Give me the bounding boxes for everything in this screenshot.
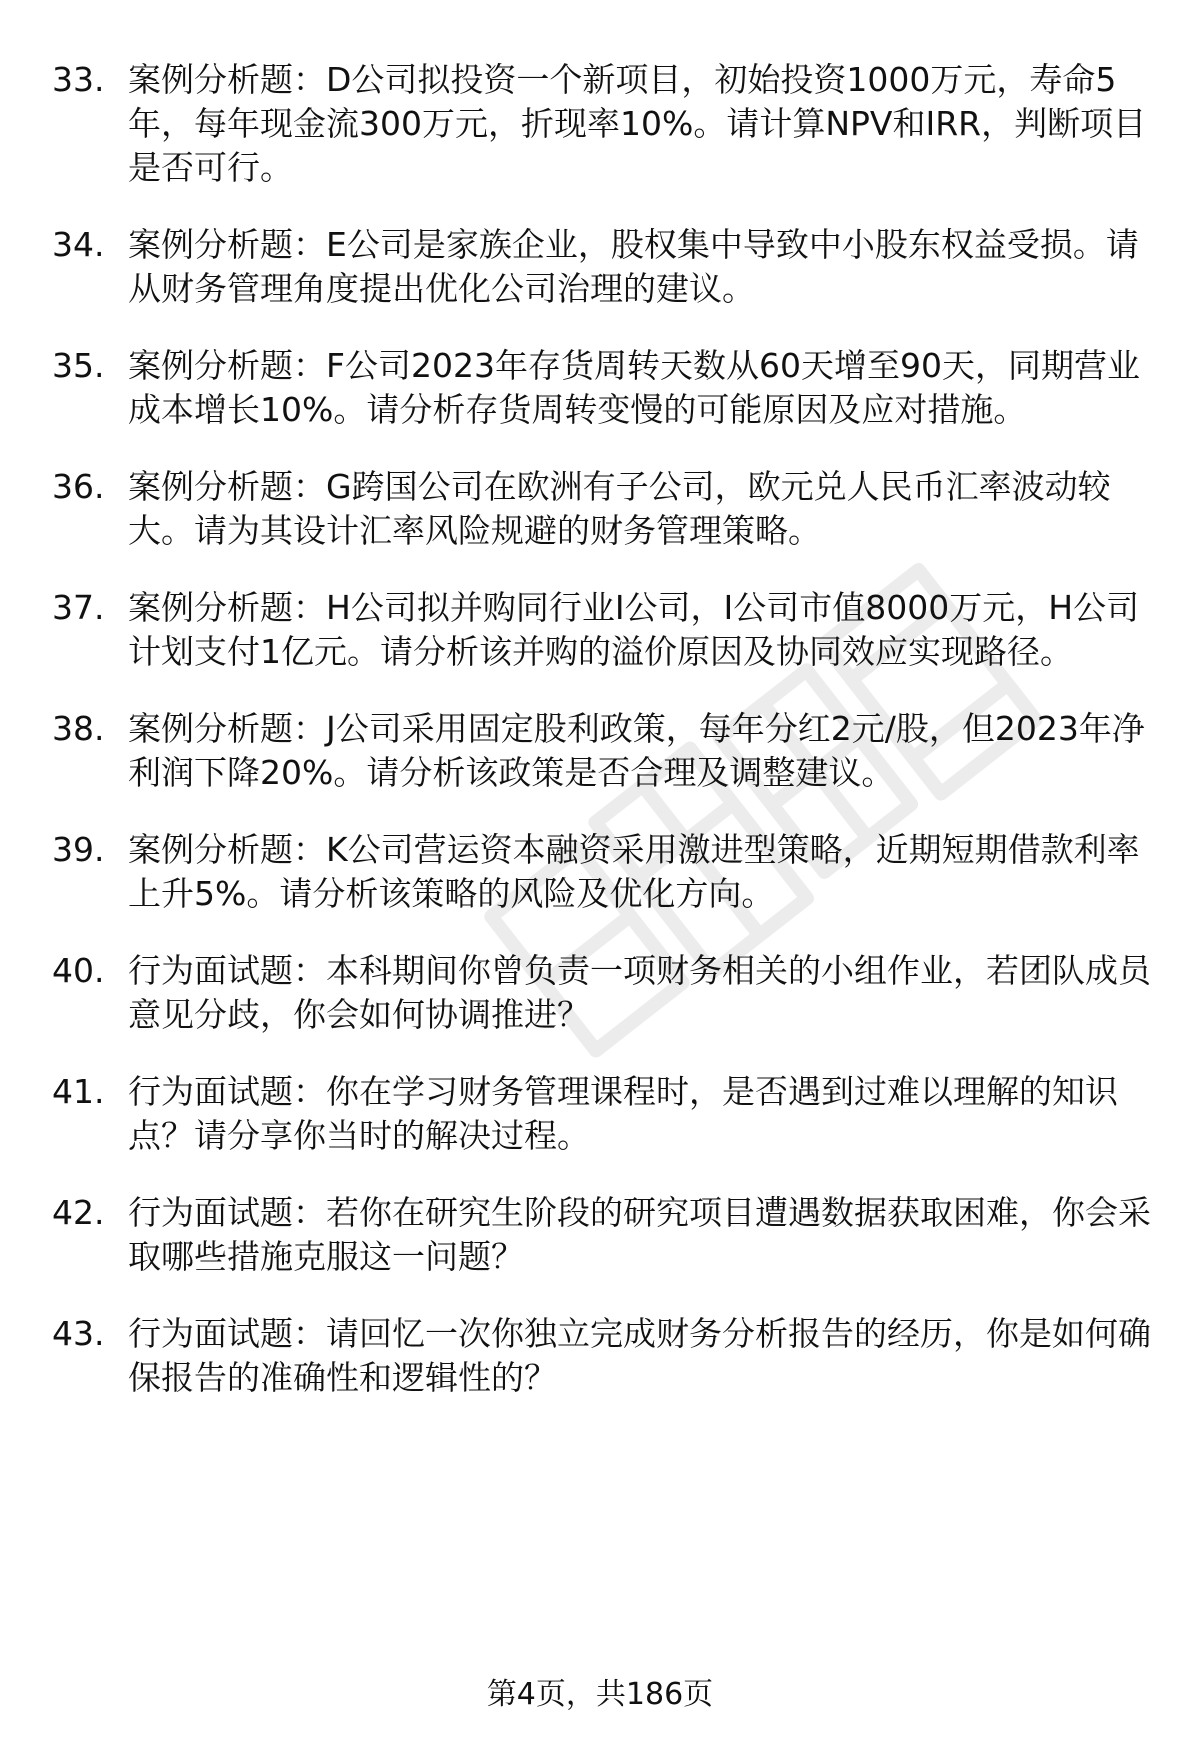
question-text: 行为面试题：你在学习财务管理课程时，是否遇到过难以理解的知识点？请分享你当时的解决过程。 — [128, 1072, 1118, 1155]
question-number: 40. — [52, 951, 105, 990]
list-item — [52, 223, 1162, 311]
list-item — [52, 1070, 1162, 1158]
question-number: 33. — [52, 60, 105, 99]
page-number: 第4页，共186页 — [486, 1677, 714, 1712]
list-item — [52, 707, 1162, 795]
question-text: 案例分析题：D公司拟投资一个新项目，初始投资1000万元，寿命5年，每年现金流300万元，折现率10%。请计算NPV和IRR，判断项目是否可行。 — [128, 60, 1147, 187]
list-item — [52, 586, 1162, 674]
list-item — [52, 58, 1162, 190]
question-number: 39. — [52, 830, 105, 869]
question-number: 37. — [52, 588, 105, 627]
question-text: 案例分析题：J公司采用固定股利政策，每年分红2元/股，但2023年净利润下降20%。请分析该政策是否合理及调整建议。 — [128, 709, 1145, 792]
question-number: 42. — [52, 1193, 105, 1232]
question-number: 41. — [52, 1072, 105, 1111]
question-text: 案例分析题：H公司拟并购同行业I公司，I公司市值8000万元，H公司计划支付1亿元。请分析该并购的溢价原因及协同效应实现路径。 — [128, 588, 1140, 671]
question-text: 案例分析题：G跨国公司在欧洲有子公司，欧元兑人民币汇率波动较大。请为其设计汇率风险规避的财务管理策略。 — [128, 467, 1111, 550]
question-number: 43. — [52, 1314, 105, 1353]
question-text: 案例分析题：K公司营运资本融资采用激进型策略，近期短期借款利率上升5%。请分析该策略的风险及优化方向。 — [128, 830, 1140, 913]
list-item — [52, 1312, 1162, 1400]
question-text: 行为面试题：请回忆一次你独立完成财务分析报告的经历，你是如何确保报告的准确性和逻辑性的？ — [128, 1314, 1151, 1397]
question-text: 行为面试题：本科期间你曾负责一项财务相关的小组作业，若团队成员意见分歧，你会如何协调推进？ — [128, 951, 1151, 1034]
question-number: 35. — [52, 346, 105, 385]
question-list — [52, 58, 1162, 1433]
list-item — [52, 465, 1162, 553]
question-text: 行为面试题：若你在研究生阶段的研究项目遭遇数据获取困难，你会采取哪些措施克服这一问题？ — [128, 1193, 1151, 1276]
question-number: 34. — [52, 225, 105, 264]
question-number: 36. — [52, 467, 105, 506]
list-item — [52, 949, 1162, 1037]
list-item — [52, 1191, 1162, 1279]
list-item — [52, 828, 1162, 916]
question-text: 案例分析题：E公司是家族企业，股权集中导致中小股东权益受损。请从财务管理角度提出优化公司治理的建议。 — [128, 225, 1139, 308]
list-item — [52, 344, 1162, 432]
question-number: 38. — [52, 709, 105, 748]
question-text: 案例分析题：F公司2023年存货周转天数从60天增至90天，同期营业成本增长10%。请分析存货周转变慢的可能原因及应对措施。 — [128, 346, 1140, 429]
